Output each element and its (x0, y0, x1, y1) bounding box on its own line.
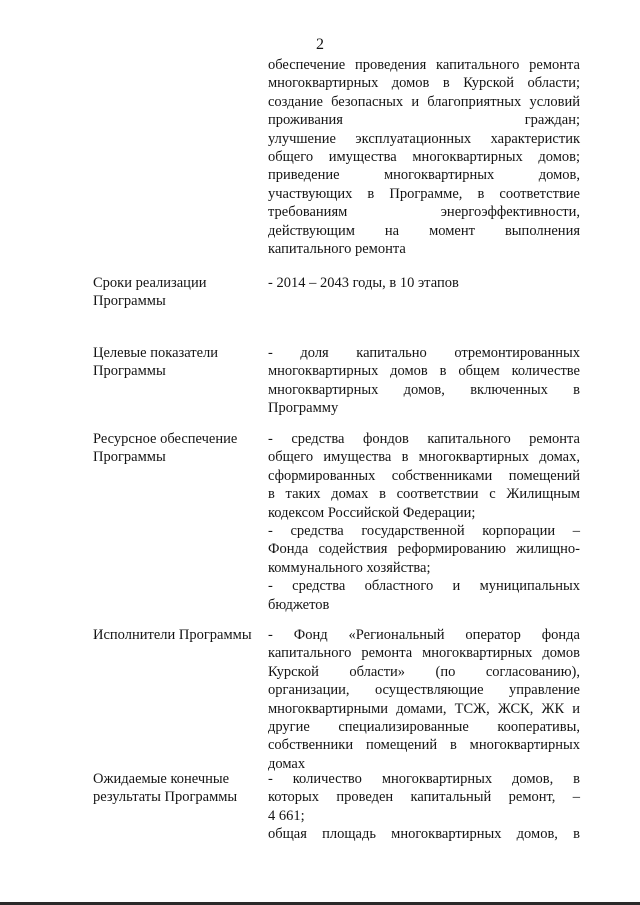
row-value-resource-provision (268, 430, 580, 614)
text-line: улучшение эксплуатационных характеристик (268, 130, 580, 147)
row-label-executors: Исполнители Программы (93, 627, 252, 643)
row-value-executors (268, 626, 580, 773)
text-line: - 2014 – 2043 годы, в 10 этапов (268, 275, 459, 291)
text-line: бюджетов (268, 596, 330, 613)
text-line: кодексом Российской Федерации; (268, 504, 476, 521)
text-line: собственники помещений в многоквартирных (268, 737, 580, 754)
text-line: - средства государственной корпорации – (268, 522, 580, 539)
text-line: домах (268, 755, 306, 772)
text-line: многоквартирных домов в Курской области; (268, 75, 580, 92)
text-line: 4 661; (268, 807, 305, 824)
text-line: многоквартирных домов в общем количестве (268, 363, 580, 380)
row-label-expected-results: Ожидаемые конечные результаты Программы (93, 771, 238, 806)
text-line: общего имущества в многоквартирных домах, (268, 449, 580, 466)
text-line: коммунального хозяйства; (268, 559, 431, 576)
text-line: - средства областного и муниципальных (268, 578, 580, 595)
text-line: проживания граждан; (268, 112, 580, 129)
text-line: - Фонд «Региональный оператор фонда (268, 627, 580, 643)
text-line: в таких домах в соответствии с Жилищным (268, 486, 580, 503)
text-line: Фонда содействия реформированию жилищно- (268, 541, 580, 558)
objectives-continuation (268, 56, 580, 258)
text-line: Курской области» (по согласованию), (268, 663, 580, 680)
text-line: - доля капитально отремонтированных (268, 345, 580, 361)
text-line: многоквартирных домов, включенных в (268, 381, 580, 398)
text-line: общая площадь многоквартирных домов, в (268, 826, 580, 843)
text-line: - средства фондов капитального ремонта (268, 431, 580, 447)
row-value-expected-results (268, 770, 580, 844)
text-line: сформированных собственниками помещений (268, 467, 580, 484)
text-line: общего имущества многоквартирных домов; (268, 148, 580, 165)
text-line: которых проведен капитальный ремонт, – (268, 789, 580, 806)
page-number: 2 (316, 36, 324, 53)
text-line: приведение многоквартирных домов, (268, 167, 580, 184)
text-line: создание безопасных и благоприятных условий (268, 93, 580, 110)
text-line: - количество многоквартирных домов, в (268, 771, 580, 787)
text-line: обеспечение проведения капитального ремонта (268, 57, 580, 73)
text-line: капитального ремонта (268, 240, 406, 257)
row-value-timeframe (268, 274, 580, 292)
text-line: другие специализированные кооперативы, (268, 718, 580, 735)
row-label-target-indicators: Целевые показатели Программы (93, 345, 219, 380)
text-line: действующим на момент выполнения (268, 222, 580, 239)
text-line: многоквартирными домами, ТСЖ, ЖСК, ЖК и (268, 700, 580, 717)
row-label-timeframe: Сроки реализации Программы (93, 275, 207, 310)
row-value-target-indicators (268, 344, 580, 418)
text-line: Программу (268, 400, 339, 417)
text-line: капитального ремонта многоквартирных домов (268, 645, 580, 662)
row-label-resource-provision: Ресурсное обеспечение Программы (93, 431, 238, 466)
text-line: требованиям энергоэффективности, (268, 204, 580, 221)
text-line: участвующих в Программе, в соответствие (268, 185, 580, 202)
text-line: организации, осуществляющие управление (268, 682, 580, 699)
